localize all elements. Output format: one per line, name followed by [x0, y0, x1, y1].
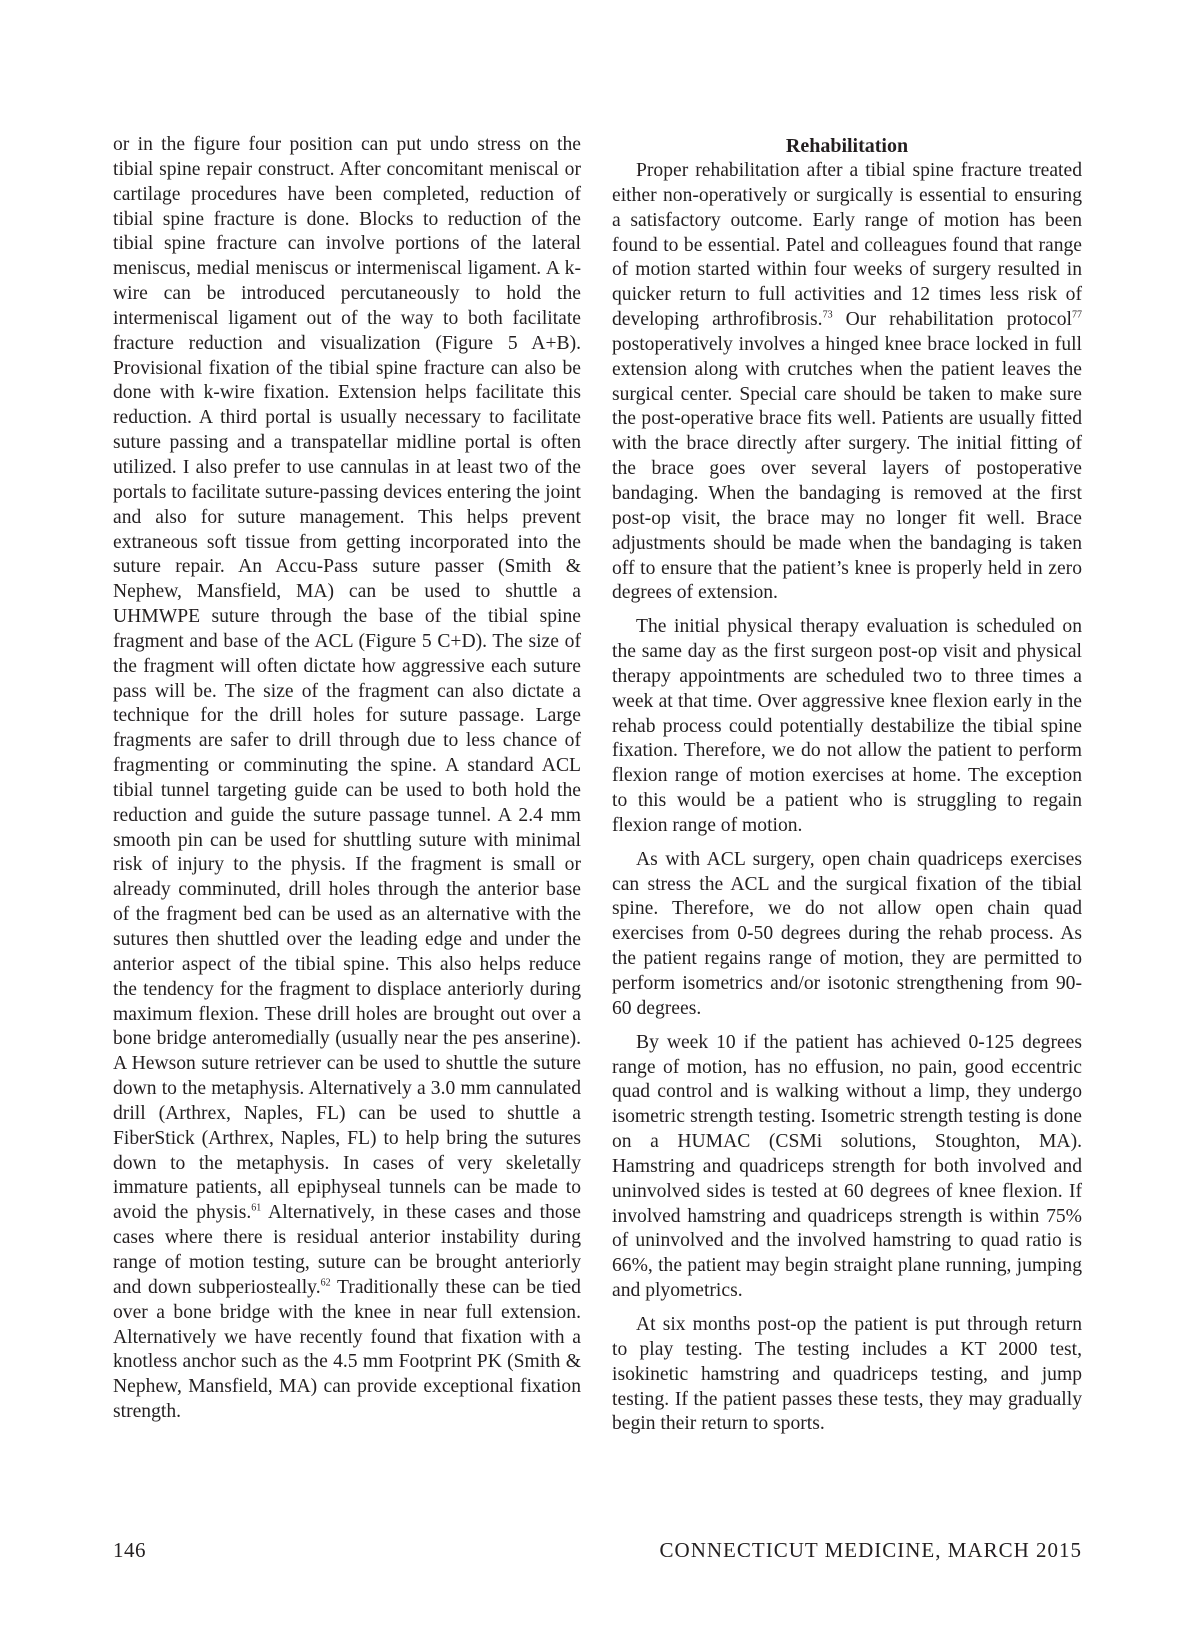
journal-footer: CONNECTICUT MEDICINE, MARCH 2015 — [659, 1538, 1082, 1562]
body-paragraph: At six months post-op the patient is put through return to play testing. The testing includes a KT 2000 test, isokinetic hamstring and quadriceps testing, and jump testing. If the patient passes these tests, they may gradually begin their return to sports. — [612, 1313, 1082, 1435]
paragraph-text: Alternatively, in these cases and those cases where there is residual anterior instability during range of motion testing, suture can be brought anteriorly and down subperiosteally. — [113, 1202, 581, 1298]
right-column — [612, 133, 1082, 1437]
reference-superscript: 77 — [1072, 309, 1082, 321]
body-paragraph — [612, 159, 1082, 606]
paragraph-text: postoperatively involves a hinged knee brace locked in full extension along with crutches when the patient leaves the surgical center. Special care should be taken to make sure the post-operative brace fits well. Patients are usually fitted with the brace directly after surgery. The initial fitting of the brace goes over several layers of postoperative bandaging. When the bandaging is removed at the first post-op visit, the brace may no longer fit well. Brace adjustments should be made when the bandaging is taken off to ensure that the patient’s knee is properly held in zero degrees of extension. — [612, 333, 1082, 604]
body-paragraph: By week 10 if the patient has achieved 0-125 degrees range of motion, has no effusion, no pain, good eccentric quad control and is walking without a limp, they undergo isometric strength testing. Isometric strength testing is done on a HUMAC (CSMi solutions, Stoughton, MA). Hamstring and quadriceps strength for both involved and uninvolved sides is tested at 60 degrees of knee flexion. If involved hamstring and quadriceps strength is within 75% of uninvolved and the involved hamstring to quad ratio is 66%, the patient may begin straight plane running, jumping and plyometrics. — [612, 1031, 1082, 1302]
reference-superscript: 62 — [320, 1277, 331, 1289]
paragraph-text: or in the figure four position can put undo stress on the tibial spine repair construct. After concomitant meniscal or cartilage procedures have been completed, reduction of tibial spine fracture is done. Blocks to reduction of the tibial spine fracture can involve portions of the lateral meniscus, medial meniscus or intermeniscal ligament. A k-wire can be introduced percutaneously to hold the intermeniscal ligament out of the way to both facilitate fracture reduction and visualization (Figure 5 A+B). Provisional fixation of the tibial spine fracture can also be done with k-wire fixation. Extension helps facilitate this reduction. A third portal is usually necessary to facilitate suture passing and a transpatellar midline portal is often utilized. I also prefer to use cannulas in at least two of the portals to facilitate suture-passing devices entering the joint and also for suture management. This helps prevent extraneous soft tissue from getting incorporated into the suture repair. An Accu-Pass suture passer (Smith & Nephew, Mansfield, MA) can be used to shuttle a UHMWPE suture through the base of the tibial spine fragment and base of the ACL (Figure 5 C+D). The size of the fragment will often dictate how aggressive each suture pass will be. The size of the fragment can also dictate a technique for the drill holes for suture passage. Large fragments are safer to drill through due to less chance of fragmenting or comminuting the spine. A standard ACL tibial tunnel targeting guide can be used to both hold the reduction and guide the suture passage tunnel. A 2.4 mm smooth pin can be used for shuttling suture with minimal risk of injury to the physis. If the fragment is small or already comminuted, drill holes through the anterior base of the fragment bed can be used as an alternative with the sutures then shuttled over the leading edge and under the anterior aspect of the tibial spine. This also helps reduce the tendency for the fragment to displace anteriorly during maximum flexion. These drill holes are brought out over a bone bridge anteromedially (usually near the pes anserine). A Hewson suture retriever can be used to shuttle the suture down to the metaphysis. Alternatively a 3.0 mm cannulated drill (Arthrex, Naples, FL) can be used to shuttle a FiberStick (Arthrex, Naples, FL) to help bring the sutures down to the metaphysis. In cases of very skeletally immature patients, all epiphyseal tunnels can be made to avoid the physis. — [113, 134, 581, 1224]
reference-superscript: 61 — [251, 1202, 262, 1214]
paragraph-text: Traditionally these can be tied over a bone bridge with the knee in near full extension. Alternatively we have recently found that fixation with a knotless anchor such as the 4.5 mm Footprint PK (Smith & Nephew, Mansfield, MA) can provide exceptional fixation strength. — [113, 1276, 581, 1423]
body-paragraph: The initial physical therapy evaluation is scheduled on the same day as the first surgeon post-op visit and physical therapy appointments are scheduled two to three times a week at that time. Over aggressive knee flexion early in the rehab process could potentially destabilize the tibial spine fixation. Therefore, we do not allow the patient to perform flexion range of motion exercises at home. The exception to this would be a patient who is struggling to regain flexion range of motion. — [612, 616, 1082, 836]
paragraph-text: Proper rehabilitation after a tibial spine fracture treated either non-operatively or surgically is essential to ensuring a satisfactory outcome. Early range of motion has been found to be essential. Patel and colleagues found that range of motion started within four weeks of surgery resulted in quicker return to full activities and 12 times less risk of developing arthrofibrosis. — [612, 160, 1082, 331]
body-paragraph — [113, 133, 581, 1425]
page-number: 146 — [113, 1538, 146, 1562]
paragraph-text: Our rehabilitation protocol — [832, 309, 1072, 331]
left-column — [113, 133, 581, 1425]
reference-superscript: 73 — [822, 309, 833, 321]
body-paragraph: As with ACL surgery, open chain quadriceps exercises can stress the ACL and the surgical fixation of the tibial spine. Therefore, we do not allow open chain quad exercises from 0-50 degrees during the rehab process. As the patient regains range of motion, they are permitted to perform isometrics and/or isotonic strengthening from 90-60 degrees. — [612, 848, 1082, 1019]
section-heading-rehabilitation: Rehabilitation — [785, 135, 909, 157]
